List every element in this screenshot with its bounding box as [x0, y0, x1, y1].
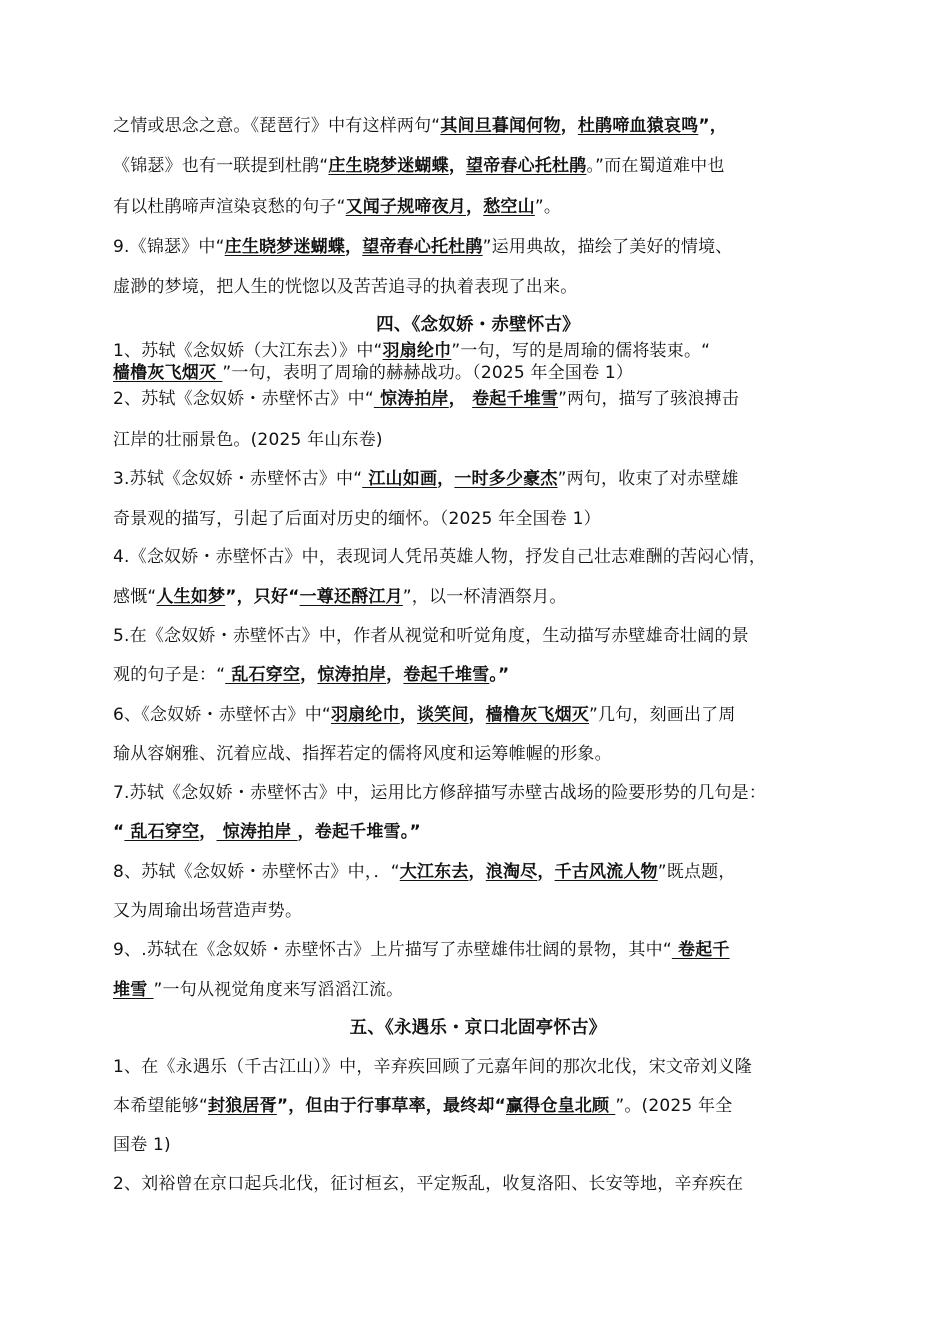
text-line [113, 339, 843, 363]
text-run: 5.在《念奴娇・赤壁怀古》中，作者从视觉和听觉角度，生动描写赤壁雄奇壮阔的景 [113, 626, 749, 646]
text-run: ， [199, 822, 217, 842]
text-run: 8、苏轼《念奴娇・赤壁怀古》中，．“ [113, 862, 400, 882]
underlined-answer: 谈笑间 [416, 705, 469, 725]
text-line [113, 978, 843, 1002]
underlined-answer: 庄生晓梦迷蝴蝶 [224, 237, 346, 257]
text-line [113, 624, 843, 648]
text-line [113, 1094, 843, 1118]
text-run: 五、《永遇乐・京口北固亭怀古》 [349, 1018, 607, 1038]
text-line [113, 275, 843, 299]
text-run: ， [399, 705, 417, 725]
text-line [113, 899, 843, 923]
text-run: ”运用典故，描绘了美好的情境、 [482, 237, 733, 257]
text-run: 9.《锦瑟》中“ [113, 237, 225, 257]
underlined-answer: 乱石穿空 [225, 665, 301, 685]
underlined-answer: 大江东去 [399, 862, 469, 882]
text-run: ”一句，写的是周瑜的儒将装束。“ [451, 341, 711, 361]
text-run: ”， [698, 116, 727, 136]
underlined-answer: 浪淘尽 [485, 862, 538, 882]
underlined-answer: 卷起千堆雪 [472, 389, 559, 409]
text-run: ”。(2025 年全 [615, 1096, 733, 1116]
underlined-answer: 千古风流人物 [554, 862, 658, 882]
text-line [113, 703, 843, 727]
underlined-answer: 杜鹃啼血猿哀鸣 [577, 116, 699, 136]
text-line [113, 467, 843, 491]
text-line [113, 742, 843, 766]
text-line [113, 820, 843, 844]
underlined-answer: 樯橹灰飞烟灭 [485, 705, 589, 725]
text-run: ”几句，刻画出了周 [588, 705, 736, 725]
text-run: 本希望能够“ [113, 1096, 209, 1116]
text-line [113, 1055, 843, 1079]
text-line [113, 235, 843, 259]
text-run: ， [560, 116, 578, 136]
text-run: 2、苏轼《念奴娇・赤壁怀古》中“ [113, 389, 374, 409]
text-run: 瑜从容娴雅、沉着应战、指挥若定的儒将风度和运筹帷幄的形象。 [113, 744, 612, 764]
text-run: ， [345, 237, 363, 257]
text-run: ”一句，表明了周瑜的赫赫战功。（2025 年全国卷 1） [222, 363, 634, 383]
text-run: ”。 [534, 197, 562, 217]
underlined-answer: 望帝春心托杜鹃 [362, 237, 483, 257]
text-run: 之情或思念之意。《琵琶行》中有这样两句“ [113, 116, 441, 136]
underlined-answer: 樯橹灰飞烟灭 [113, 363, 223, 383]
text-run: 又为周瑜出场营造声势。 [113, 901, 303, 921]
underlined-answer: 一尊还酹江月 [299, 587, 403, 607]
underlined-answer: 羽扇纶巾 [382, 341, 452, 361]
underlined-answer: 愁空山 [483, 197, 535, 217]
text-run: ， [448, 156, 467, 176]
text-run: “ [113, 822, 125, 842]
text-run: 1、在《永遇乐（千古江山）》中，辛弃疾回顾了元嘉年间的那次北伐，宋文帝刘义隆 [113, 1057, 752, 1077]
underlined-answer: 卷起千 [671, 940, 730, 960]
text-run: ， [468, 862, 486, 882]
text-line [113, 585, 843, 609]
text-run: ”既点题， [657, 862, 736, 882]
text-line [113, 545, 843, 569]
underlined-answer: 封狼居胥 [208, 1096, 277, 1116]
section-heading [113, 1016, 843, 1040]
text-run: ， [437, 469, 455, 489]
text-run: ， [300, 665, 318, 685]
text-run: ， [386, 665, 404, 685]
text-line [113, 428, 843, 452]
section-heading [113, 313, 843, 337]
text-run: 感慨“ [113, 587, 157, 607]
underlined-answer: 羽扇纶巾 [330, 705, 400, 725]
text-run: ， [448, 389, 473, 409]
text-run: ， [466, 197, 484, 217]
text-run: ， [468, 705, 486, 725]
underlined-answer: 赢得仓皇北顾 [505, 1096, 616, 1116]
underlined-answer: 庄生晓梦迷蝴蝶 [328, 156, 449, 176]
underlined-answer: 其间旦暮闻何物 [440, 116, 561, 136]
text-line [113, 1133, 843, 1157]
text-run: 。” [489, 665, 510, 685]
text-run: ”一句从视觉角度来写滔滔江流。 [153, 980, 404, 1000]
underlined-answer: 惊涛拍岸 [317, 665, 387, 685]
underlined-answer: 江山如画 [362, 469, 438, 489]
text-run: 4.《念奴娇・赤壁怀古》中，表现词人凭吊英雄人物，抒发自己壮志难酬的苦闷心情， [113, 547, 767, 567]
text-line [113, 1172, 843, 1196]
text-run: 观的句子是：“ [113, 665, 226, 685]
text-line [113, 154, 843, 178]
text-line [113, 114, 843, 138]
text-run: 1、苏轼《念奴娇（大江东去）》中“ [113, 341, 383, 361]
text-run: 虚渺的梦境，把人生的恍惚以及苦苦追寻的执着表现了出来。 [113, 277, 578, 297]
text-run: 国卷 1) [113, 1135, 171, 1155]
text-run: ”两句，描写了骇浪搏击 [558, 389, 740, 409]
text-run: ”两句，收束了对赤壁雄 [557, 469, 739, 489]
text-line [113, 860, 843, 884]
text-run: 9、.苏轼在《念奴娇・赤壁怀古》上片描写了赤壁雄伟壮阔的景物，其中“ [113, 940, 672, 960]
underlined-answer: 惊涛拍岸 [373, 389, 449, 409]
underlined-answer: 乱石穿空 [124, 822, 200, 842]
text-run: 《锦瑟》也有一联提到杜鹃“ [113, 156, 329, 176]
text-run: ”，但由于行事草率，最终却“ [276, 1096, 506, 1116]
underlined-answer: 人生如梦 [156, 587, 226, 607]
text-run: 奇景观的描写，引起了后面对历史的缅怀。（2025 年全国卷 1） [113, 509, 601, 529]
text-line [113, 195, 843, 219]
text-run: 7.苏轼《念奴娇・赤壁怀古》中，运用比方修辞描写赤壁古战场的险要形势的几句是： [113, 783, 767, 803]
text-run: ，卷起千堆雪。” [297, 822, 421, 842]
text-run: ”，以一杯清酒祭月。 [402, 587, 567, 607]
text-line [113, 507, 843, 531]
underlined-answer: 望帝春心托杜鹃 [466, 156, 587, 176]
underlined-answer: 卷起千堆雪 [403, 665, 490, 685]
text-line [113, 938, 843, 962]
text-run: ”，只好“ [225, 587, 300, 607]
text-run: 有以杜鹃啼声渲染哀愁的句子“ [113, 197, 346, 217]
text-run: 江岸的壮丽景色。(2025 年山东卷) [113, 430, 383, 450]
underlined-answer: 惊涛拍岸 [216, 822, 298, 842]
text-run: 四、《念奴娇・赤壁怀古》 [376, 315, 580, 335]
underlined-answer: 一时多少豪杰 [454, 469, 558, 489]
text-line [113, 781, 843, 805]
text-run: 6、《念奴娇・赤壁怀古》中“ [113, 705, 331, 725]
underlined-answer: 又闻子规啼夜月 [345, 197, 467, 217]
text-line [113, 361, 843, 385]
text-run: ， [537, 862, 555, 882]
text-line [113, 387, 843, 411]
text-run: 。”而在蜀道难中也 [586, 156, 725, 176]
underlined-answer: 堆雪 [113, 980, 154, 1000]
text-run: 2、刘裕曾在京口起兵北伐，征讨桓玄，平定叛乱，收复洛阳、长安等地，辛弃疾在 [113, 1174, 744, 1194]
text-run: 3.苏轼《念奴娇・赤壁怀古》中“ [113, 469, 363, 489]
text-line [113, 663, 843, 687]
